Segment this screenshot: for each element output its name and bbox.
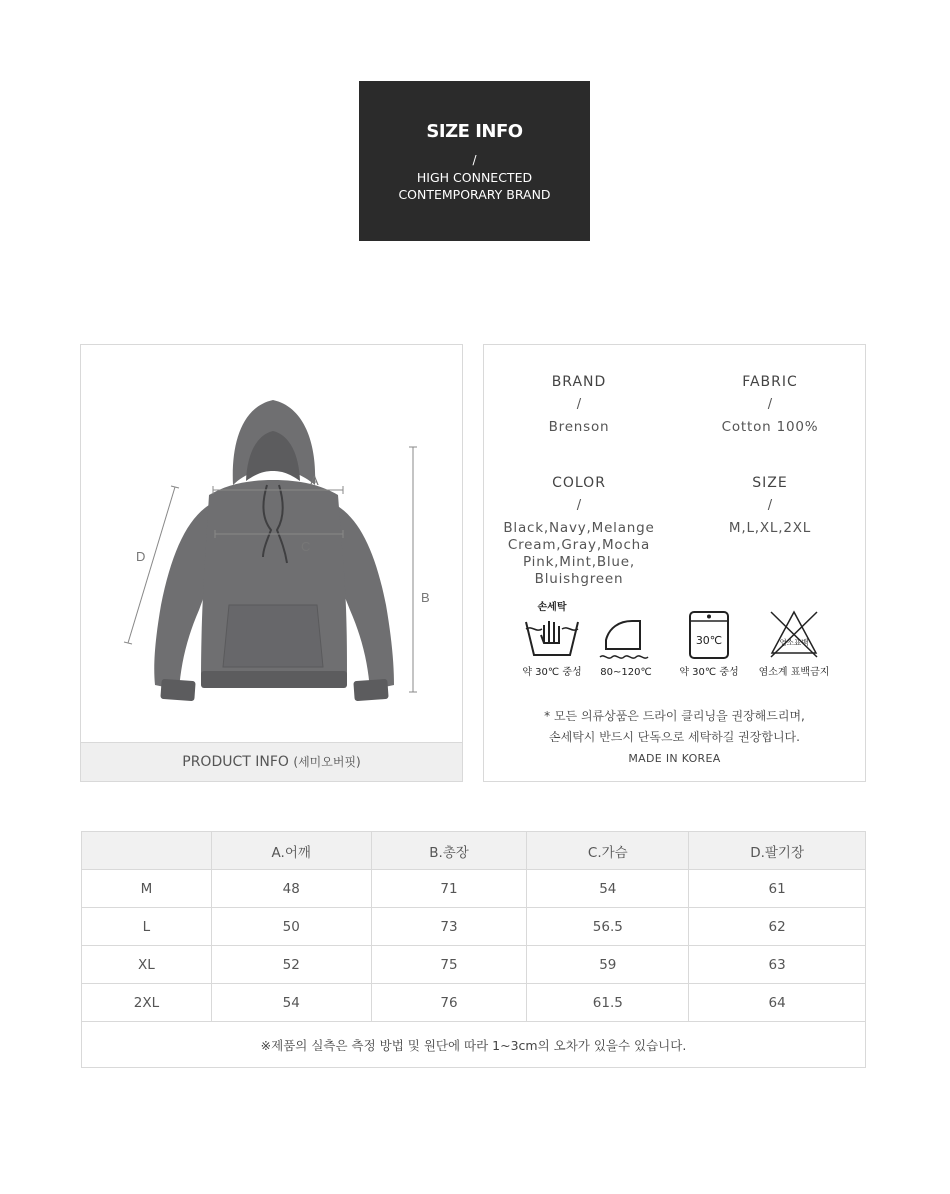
table-row: [82, 946, 866, 984]
product-details-panel: [483, 344, 866, 782]
table-cell: 61.5: [527, 984, 689, 1022]
table-cell: M: [82, 870, 212, 908]
size-info-header: [359, 81, 590, 241]
table-header-cell: C.가슴: [527, 832, 689, 870]
hand-wash-icon: [522, 600, 581, 678]
table-cell: L: [82, 908, 212, 946]
table-header-cell: D.팔기장: [689, 832, 866, 870]
size-slash: /: [767, 498, 773, 513]
table-cell: 76: [371, 984, 527, 1022]
table-header-cell: A.어깨: [211, 832, 371, 870]
svg-text:손세탁: 손세탁: [537, 602, 567, 613]
table-cell: 63: [689, 946, 866, 984]
table-cell: 64: [689, 984, 866, 1022]
color-value-line: Cream,Gray,Mocha: [507, 537, 651, 553]
care-icons: [514, 595, 839, 685]
table-cell: 71: [371, 870, 527, 908]
care-note-line1: * 모든 의류상품은 드라이 클리닝을 권장해드리며,: [544, 709, 805, 723]
table-cell: 54: [527, 870, 689, 908]
table-cell: 2XL: [82, 984, 212, 1022]
svg-text:약 30℃ 중성: 약 30℃ 중성: [679, 667, 739, 678]
size-table: [81, 831, 866, 1068]
color-block: [484, 475, 674, 588]
header-title: SIZE INFO: [426, 121, 523, 142]
header-subtitle-line2: CONTEMPORARY BRAND: [398, 187, 551, 202]
table-cell: 48: [211, 870, 371, 908]
fabric-block: [675, 374, 865, 436]
fabric-value: Cotton 100%: [721, 419, 819, 435]
table-cell: 56.5: [527, 908, 689, 946]
size-value: M,L,XL,2XL: [728, 520, 812, 536]
color-value-line: Black,Navy,Melange: [503, 520, 655, 536]
hoodie-shape: [154, 400, 394, 701]
machine-wash-icon: [679, 612, 738, 678]
color-value: [484, 520, 674, 588]
color-value-line: Pink,Mint,Blue,: [523, 554, 635, 570]
hoodie-illustration: [81, 345, 464, 743]
brand-slash: /: [576, 397, 582, 412]
color-value-line: Bluishgreen: [534, 571, 624, 587]
fabric-label: FABRIC: [742, 374, 798, 390]
brand-block: [484, 374, 674, 436]
measure-label-c: C: [301, 539, 311, 554]
table-cell: 50: [211, 908, 371, 946]
svg-text:30℃: 30℃: [695, 634, 723, 647]
measure-label-d: D: [136, 549, 146, 564]
table-header-cell: [82, 832, 212, 870]
color-label: COLOR: [552, 475, 606, 491]
made-in-label: MADE IN KOREA: [628, 752, 721, 765]
no-bleach-icon: [759, 612, 830, 678]
brand-label: BRAND: [551, 374, 607, 390]
care-note: [484, 706, 865, 769]
product-info-footer: [81, 742, 462, 781]
table-cell: 62: [689, 908, 866, 946]
color-slash: /: [576, 498, 582, 513]
fabric-slash: /: [767, 397, 773, 412]
svg-text:약 30℃ 중성: 약 30℃ 중성: [522, 667, 582, 678]
table-row: [82, 984, 866, 1022]
brand-value: Brenson: [548, 419, 610, 435]
product-fit-label: (세미오버핏): [293, 755, 361, 769]
size-label: SIZE: [752, 475, 788, 491]
product-info-label: PRODUCT INFO: [182, 754, 289, 770]
product-image-panel: [80, 344, 463, 782]
svg-text:염소계 표백금지: 염소계 표백금지: [758, 667, 830, 678]
table-header-row: [82, 832, 866, 870]
measure-label-b: B: [421, 590, 430, 605]
header-subtitle: [359, 169, 590, 203]
table-header-cell: B.총장: [371, 832, 527, 870]
table-cell: 75: [371, 946, 527, 984]
svg-text:염소표백: 염소표백: [779, 638, 809, 647]
iron-icon: [600, 621, 652, 678]
table-cell: 52: [211, 946, 371, 984]
size-block: [675, 475, 865, 537]
table-cell: XL: [82, 946, 212, 984]
svg-text:80~120℃: 80~120℃: [600, 667, 652, 678]
table-row: [82, 870, 866, 908]
measure-label-a: A: [310, 473, 319, 488]
table-cell: 61: [689, 870, 866, 908]
header-subtitle-line1: HIGH CONNECTED: [416, 170, 533, 185]
care-note-line2: 손세탁시 반드시 단독으로 세탁하길 권장합니다.: [549, 730, 800, 744]
table-cell: 59: [527, 946, 689, 984]
table-cell: 73: [371, 908, 527, 946]
table-row: [82, 908, 866, 946]
measurement-note: ※제품의 실측은 측정 방법 및 원단에 따라 1~3cm의 오차가 있을수 있습니다.: [82, 1022, 866, 1068]
header-slash: /: [472, 153, 477, 167]
table-note-row: [82, 1022, 866, 1068]
table-cell: 54: [211, 984, 371, 1022]
